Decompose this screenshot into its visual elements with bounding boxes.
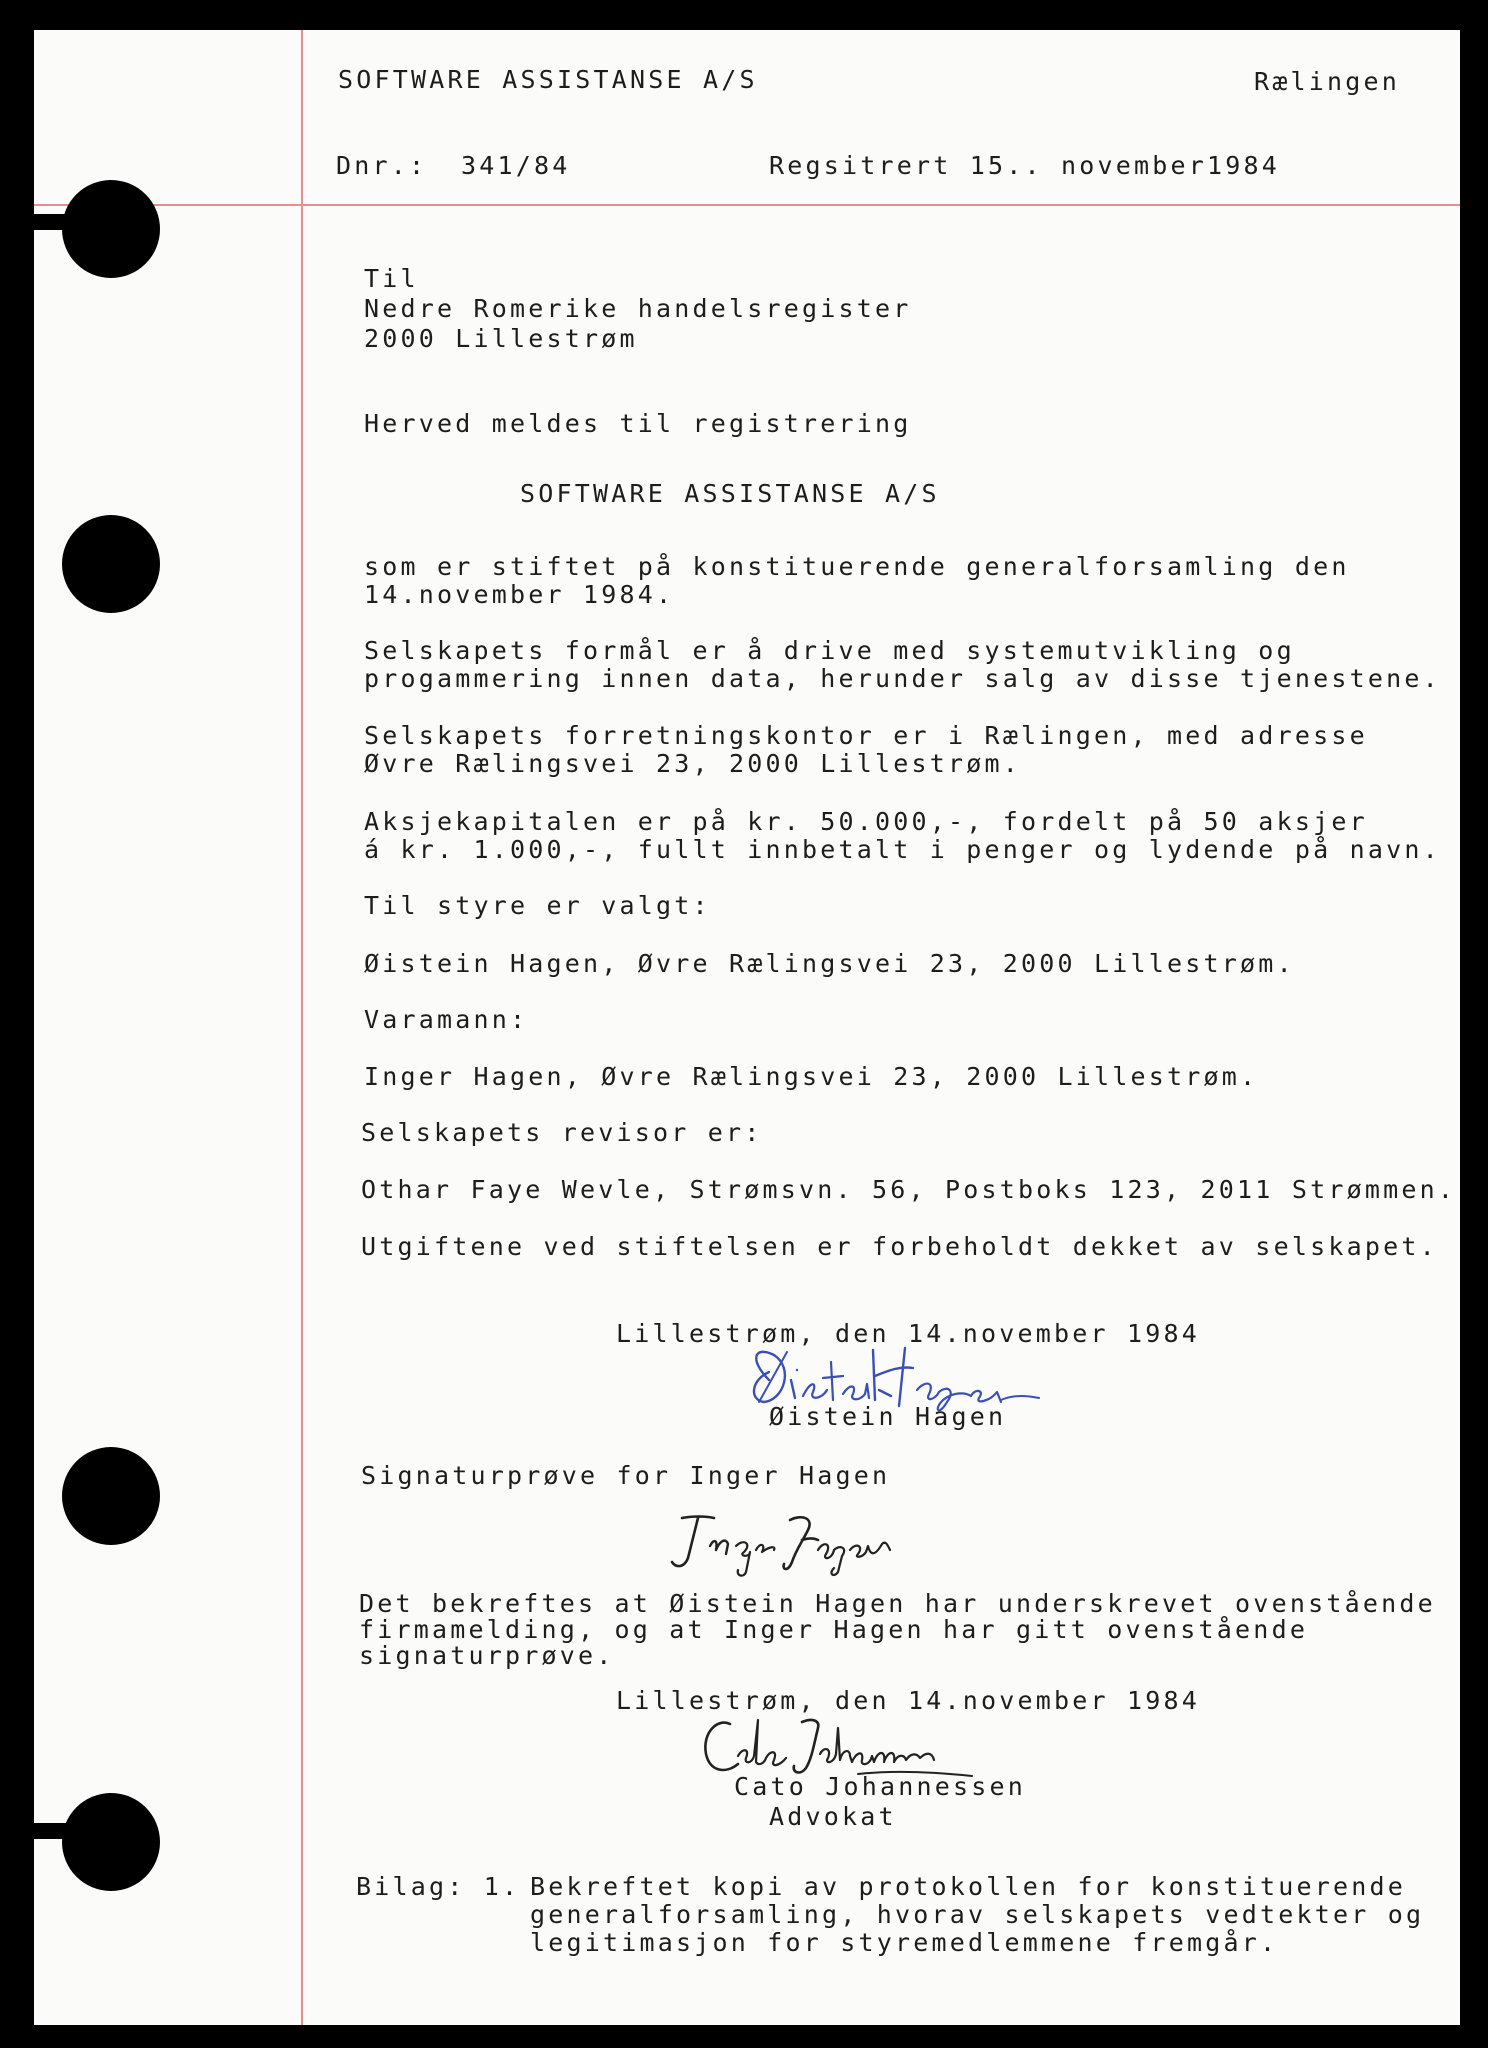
confirmation-line1: Det bekreftes at Øistein Hagen har underskrevet ovenstående [359,1589,1436,1618]
signature1-place-date: Lillestrøm, den 14.november 1984 [616,1319,1201,1348]
para2-line1: Selskapets formål er å drive med systemutvikling og [364,636,1295,665]
attachment-line2: generalforsamling, hvorav selskapets vedtekter og [530,1900,1425,1929]
header-company: SOFTWARE ASSISTANSE A/S [338,65,758,94]
document-page [34,30,1460,2025]
recipient-line2: Nedre Romerike handelsregister [364,294,912,323]
dnr-label: Dnr.: [336,151,428,180]
recipient-line1: Til [364,264,419,293]
binder-hole [62,1447,160,1545]
attachment-line1: Bekreftet kopi av protokollen for konstituerende [530,1872,1407,1901]
dnr-value: 341/84 [461,151,571,180]
para2-line2: progammering innen data, herunder salg av disse tjenestene. [364,664,1441,693]
deputy-label: Varamann: [364,1005,529,1034]
margin-line-vertical [301,30,303,2025]
recipient-line3: 2000 Lillestrøm [364,324,638,353]
signature1-name: Øistein Hagen [769,1402,1007,1431]
header-place: Rælingen [1254,67,1401,96]
signature2-place-date: Lillestrøm, den 14.november 1984 [616,1686,1201,1715]
intro-text: Herved meldes til registrering [364,409,912,438]
margin-line-horizontal [34,204,1460,206]
signature-sample-label: Signaturprøve for Inger Hagen [361,1461,891,1490]
para3-line2: Øvre Rælingsvei 23, 2000 Lillestrøm. [364,749,1022,778]
expenses-text: Utgiftene ved stiftelsen er forbeholdt dekket av selskapet. [361,1232,1438,1261]
para4-line1: Aksjekapitalen er på kr. 50.000,-, fordelt på 50 aksjer [364,807,1368,836]
para1-line1: som er stiftet på konstituerende generalforsamling den [364,552,1350,581]
signature2-title: Advokat [769,1802,897,1831]
confirmation-line3: signaturprøve. [359,1641,615,1670]
binder-hole [62,180,160,278]
confirmation-line2: firmamelding, og at Inger Hagen har gitt ovenstående [359,1615,1309,1644]
registered-date: Regsitrert 15.. november1984 [769,151,1281,180]
para4-line2: á kr. 1.000,-, fullt innbetalt i penger og lydende på navn. [364,835,1441,864]
binder-hole [62,515,160,613]
auditor-label: Selskapets revisor er: [361,1118,763,1147]
deputy-member: Inger Hagen, Øvre Rælingsvei 23, 2000 Lillestrøm. [364,1062,1259,1091]
board-member: Øistein Hagen, Øvre Rælingsvei 23, 2000 Lillestrøm. [364,949,1295,978]
board-label: Til styre er valgt: [364,891,711,920]
para1-line2: 14.november 1984. [364,580,675,609]
binder-hole [62,1793,160,1891]
para3-line1: Selskapets forretningskontor er i Rælingen, med adresse [364,721,1368,750]
attachment-line3: legitimasjon for styremedlemmene fremgår. [530,1928,1279,1957]
attachment-label: Bilag: 1. [356,1872,521,1901]
company-centered: SOFTWARE ASSISTANSE A/S [520,479,940,508]
signature-inger-hagen [662,1510,922,1580]
auditor: Othar Faye Wevle, Strømsvn. 56, Postboks 123, 2011 Strømmen. [361,1175,1457,1204]
signature2-name: Cato Johannessen [734,1772,1027,1801]
